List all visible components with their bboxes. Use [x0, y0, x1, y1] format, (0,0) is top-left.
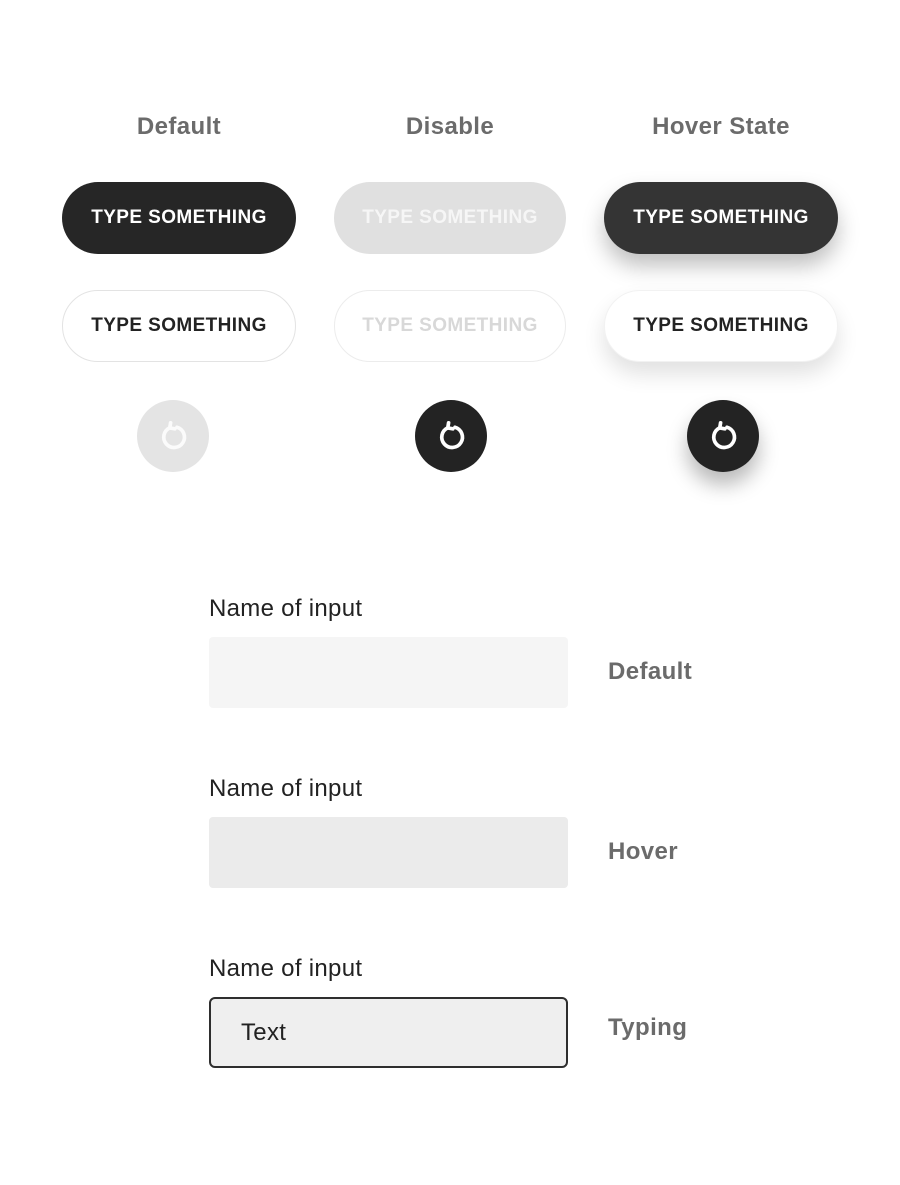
- input-label: Name of input: [209, 775, 363, 802]
- column-header-default: Default: [136, 113, 222, 140]
- input-state-label-hover: Hover: [608, 838, 679, 865]
- column-header-disable: Disable: [405, 113, 495, 140]
- input-label: Name of input: [209, 595, 363, 622]
- icon-button-disabled[interactable]: [415, 400, 487, 472]
- text-input-hover[interactable]: [209, 817, 568, 888]
- icon-button-default: [137, 400, 209, 472]
- icon-button-hover[interactable]: [687, 400, 759, 472]
- input-label: Name of input: [209, 955, 363, 982]
- button-label: TYPE SOMETHING: [362, 315, 538, 336]
- button-label: TYPE SOMETHING: [91, 207, 267, 228]
- input-state-label-typing: Typing: [608, 1014, 688, 1041]
- primary-button-hover[interactable]: [604, 182, 838, 254]
- column-header-hover-state: Hover State: [652, 113, 790, 140]
- text-input-typing[interactable]: [209, 997, 568, 1068]
- button-label: TYPE SOMETHING: [362, 207, 538, 228]
- rotate-ccw-icon: [434, 419, 468, 453]
- outline-button-hover[interactable]: [604, 290, 838, 362]
- button-label: TYPE SOMETHING: [91, 315, 267, 336]
- primary-button-disabled: [334, 182, 566, 254]
- text-input-default[interactable]: [209, 637, 568, 708]
- outline-button-disabled: [334, 290, 566, 362]
- button-label: TYPE SOMETHING: [633, 315, 809, 336]
- primary-button-default[interactable]: [62, 182, 296, 254]
- rotate-ccw-icon: [156, 419, 190, 453]
- rotate-ccw-icon: [706, 419, 740, 453]
- outline-button-default[interactable]: [62, 290, 296, 362]
- button-label: TYPE SOMETHING: [633, 207, 809, 228]
- input-state-label-default: Default: [608, 658, 693, 685]
